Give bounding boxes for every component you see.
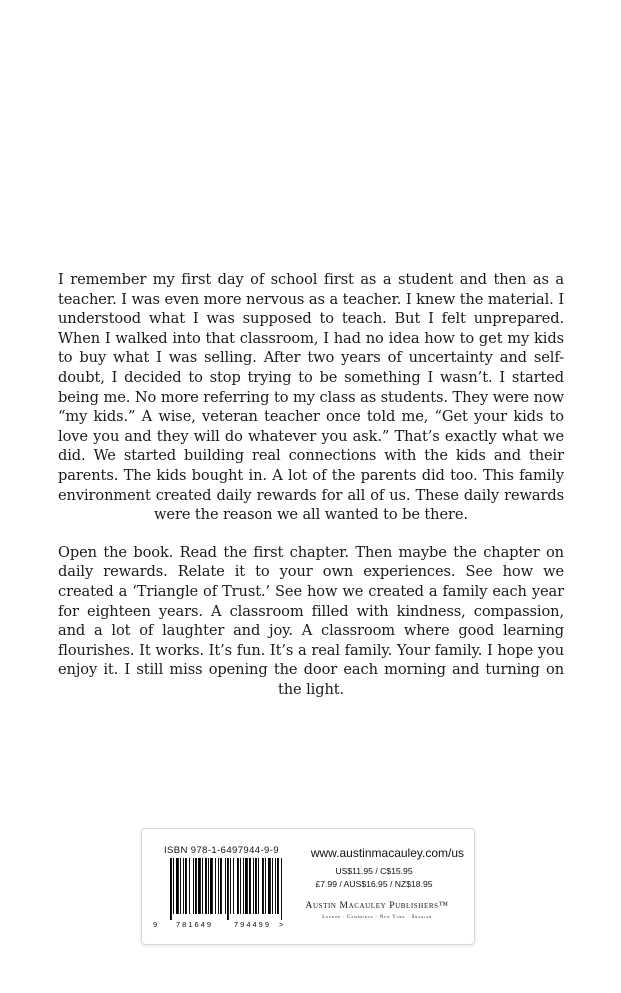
publisher-name: Austin Macauley Publishers™: [305, 901, 449, 911]
blurb-paragraph-1: I remember my first day of school first as a student and then as a teacher. I was even more nervous as a teacher. I knew the material. I understood what I was supposed to teach. But I felt unprepared. When I walked into that classroom, I had no idea how to get my kids to buy what I was selling. After two years of uncertainty and self-doubt, I decided to stop trying to be something I wasn’t. I started being me. No more referring to my class as students. They were now “my kids.” A wise, veteran teacher once told me, “Get your kids to love you and they will do whatever you ask.” That’s exactly what we did. We started building real connections with the kids and their parents. The kids bought in. A lot of the parents did too. This family environment created daily rewards for all of us. These daily rewards were the reason we all wanted to be there.: [58, 271, 564, 524]
barcode-digits-right: 794499: [234, 920, 272, 929]
back-cover-blurb: [58, 270, 564, 717]
price-line-1: US$11.95 / C$15.95: [335, 866, 413, 876]
isbn-label: ISBN 978-1-6497944-9-9: [164, 845, 279, 856]
barcode-icon: [152, 858, 292, 920]
barcode-panel: [142, 829, 474, 944]
price-line-2: £7.99 / AUS$16.95 / NZ$18.95: [315, 879, 433, 889]
publisher-cities: London · Cambridge · New York · Sharjah: [322, 915, 432, 920]
barcode-digit-end: >: [279, 920, 284, 929]
barcode-digit-first: 9: [153, 920, 158, 929]
publisher-website: www.austinmacauley.com/us: [310, 846, 464, 860]
blurb-paragraph-2: Open the book. Read the first chapter. Then maybe the chapter on daily rewards. Relate it to your own experiences. See how we created a ‘Triangle of Trust.’ See how we created a family each year for eighteen years. A classroom filled with kindness, compassion, and a lot of laughter and joy. A classroom where good learning flourishes. It works. It’s fun. It’s a real family. Your family. I hope you enjoy it. I still miss opening the door each morning and turning on the light.: [58, 543, 564, 698]
barcode-digits-left: 781649: [176, 920, 214, 929]
price-list: [314, 865, 434, 891]
